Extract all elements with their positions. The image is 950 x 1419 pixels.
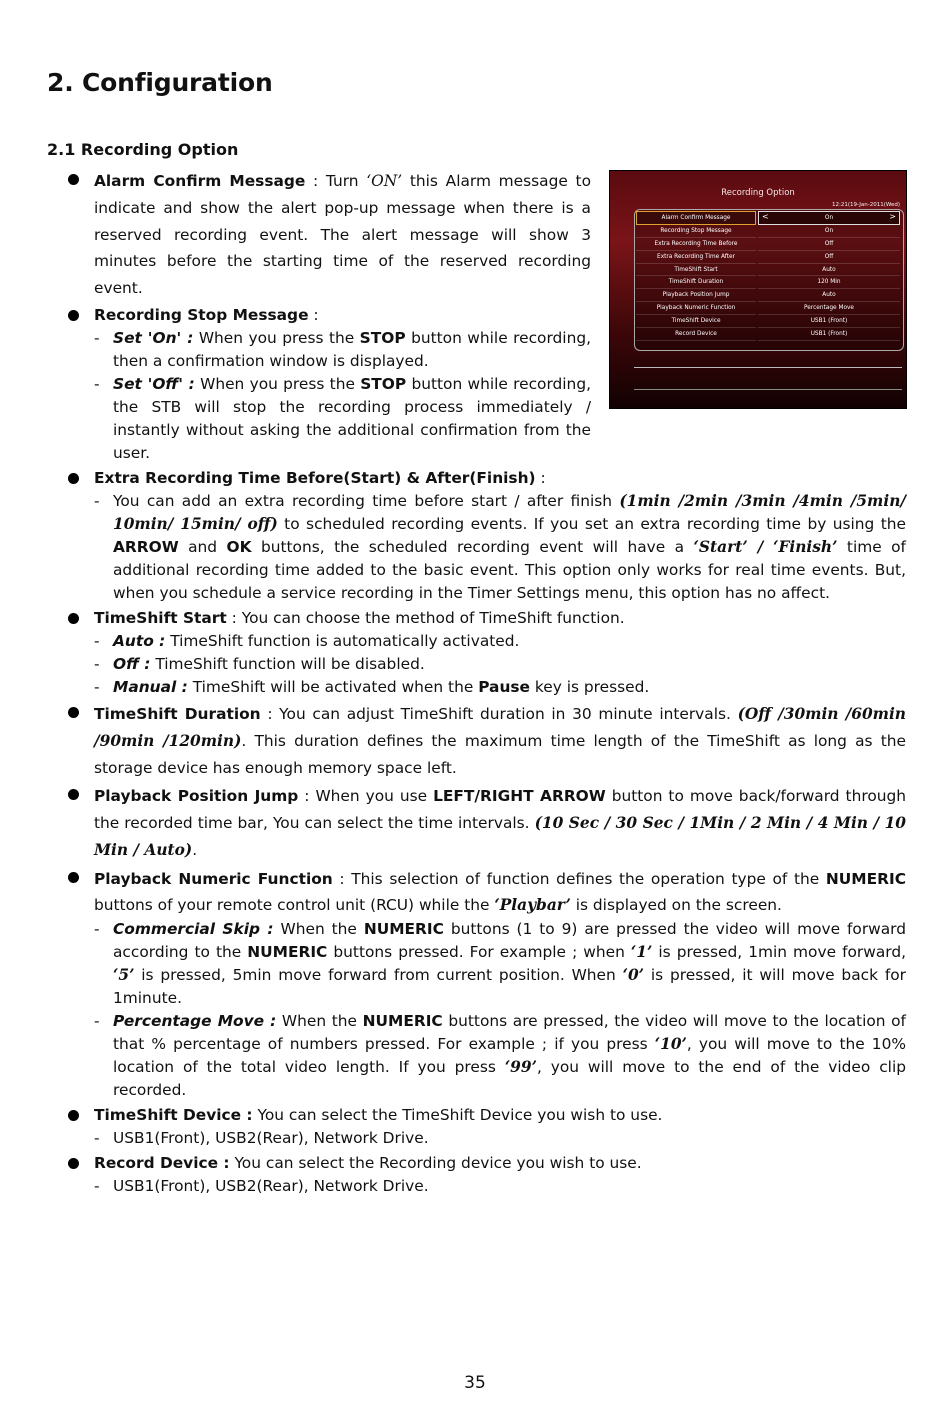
list-item-extra-recording	[66, 467, 906, 605]
bullet-icon	[68, 789, 79, 800]
sub-label: Set 'On' :	[113, 328, 194, 347]
chevron-right-icon: >	[889, 212, 896, 221]
screenshot-clock: 12:21(19-Jan-2011(Wed)	[831, 202, 900, 208]
list-item-playback-numeric	[66, 866, 906, 1102]
item-text	[94, 607, 906, 630]
page-title: 2. Configuration	[47, 68, 273, 97]
chevron-left-icon: <	[762, 212, 769, 221]
text-run: :	[308, 305, 319, 324]
dash-marker: -	[94, 1128, 100, 1147]
option-values: (Off /30min /60min /90min /120min)	[94, 704, 906, 750]
text-run: is displayed on the screen.	[570, 895, 782, 914]
menu-row-value: USB1 (Front)	[758, 315, 900, 328]
dash-marker: -	[94, 631, 100, 650]
option-values: (10 Sec / 30 Sec / 1Min / 2 Min / 4 Min / 10 Min / Auto)	[94, 814, 906, 859]
item-text	[94, 1104, 906, 1127]
menu-row-value: On	[758, 225, 900, 238]
bullet-icon	[68, 310, 79, 321]
item-title: Playback Numeric Function	[94, 869, 333, 888]
text-run: key is pressed.	[530, 677, 650, 696]
text-run: When the	[273, 919, 364, 938]
text-run: You can add an extra recording time before start / after finish	[113, 491, 620, 510]
sub-label: Percentage Move :	[113, 1011, 277, 1030]
list-item-recording-stop	[66, 304, 906, 465]
text-run: , you will move to the 10% location of the total video length. If you press	[113, 1034, 907, 1076]
screenshot-title: Recording Option	[721, 188, 795, 198]
text-run: buttons, the scheduled recording event will have a	[251, 537, 694, 556]
text-run: button while recording, the STB will stop the recording process immediately / instantly without asking the additional confirmation from the user.	[113, 374, 591, 462]
menu-row-value: Auto	[758, 289, 900, 302]
bullet-icon	[68, 174, 79, 185]
dash-marker: -	[94, 374, 100, 393]
key-name: LEFT/RIGHT ARROW	[433, 787, 606, 806]
menu-row-value: On	[824, 214, 834, 221]
text-run: When you press the	[193, 328, 360, 347]
key-name: Pause	[478, 677, 530, 696]
menu-row-label: Playback Numeric Function	[636, 302, 756, 315]
sub-label: Commercial Skip :	[113, 919, 274, 938]
sub-item-set-on	[94, 327, 591, 373]
list-item-playback-jump	[66, 783, 906, 863]
emphasis-text: ‘1’	[630, 942, 653, 961]
text-run: : This selection of function defines the operation type of the	[332, 869, 826, 888]
page-number: 35	[464, 1373, 486, 1393]
dash-marker: -	[94, 654, 100, 673]
sub-item-set-off	[94, 373, 906, 465]
text-run: buttons (1 to 9) are pressed the video will move forward according to the	[113, 919, 906, 961]
menu-row-label: TimeShift Start	[636, 264, 756, 277]
text-run: :	[535, 468, 546, 487]
text-run: : You can adjust TimeShift duration in 30 minute intervals.	[260, 704, 738, 723]
menu-row-label: TimeShift Device	[636, 315, 756, 328]
text-run: When you press the	[194, 374, 361, 393]
text-run: You can select the TimeShift Device you wish to use.	[252, 1105, 663, 1124]
item-title: TimeShift Device :	[94, 1105, 253, 1124]
item-title: Playback Position Jump	[94, 787, 299, 806]
text-run: TimeShift will be activated when the	[187, 677, 479, 696]
bullet-icon	[68, 1110, 79, 1121]
emphasis-text: ‘Start’ / ‘Finish’	[693, 537, 838, 556]
dash-marker: -	[94, 491, 100, 510]
menu-row-label: Playback Position Jump	[636, 289, 756, 302]
menu-row-value: USB1 (Front)	[758, 328, 900, 341]
sub-item-auto	[94, 630, 906, 653]
text-run: button while recording, then a confirmation window is displayed.	[113, 328, 591, 370]
menu-row-value: Percentage Move	[758, 302, 900, 315]
text-run: button to move back/forward through the recorded time bar, You can select the time intervals.	[94, 787, 907, 833]
option-values: (1min /2min /3min /4min /5min/ 10min/ 15min/ off)	[113, 491, 906, 533]
dash-marker: -	[94, 1011, 100, 1030]
key-name: ARROW	[113, 537, 179, 556]
list-item-alarm-confirm	[66, 168, 906, 302]
text-run: : You can choose the method of TimeShift function.	[226, 608, 625, 627]
dash-marker: -	[94, 919, 100, 938]
key-name: STOP	[360, 374, 407, 393]
text-run: buttons of your remote control unit (RCU) while the	[94, 895, 495, 914]
sub-item-extra-detail	[94, 490, 906, 605]
text-run: .	[192, 840, 198, 859]
emphasis-text: ‘10’	[654, 1034, 687, 1053]
text-run: to scheduled recording events. If you set an extra recording time by using the	[277, 514, 906, 533]
key-name: STOP	[359, 328, 406, 347]
item-text	[94, 1152, 906, 1175]
sub-label: Off :	[113, 654, 151, 673]
text-run: . This duration defines the maximum time length of the TimeShift as long as the storage device has enough memory space left.	[94, 731, 906, 777]
item-text	[94, 467, 906, 490]
option-list	[66, 168, 906, 1198]
sub-item-manual	[94, 676, 906, 699]
menu-row-value: Auto	[758, 264, 900, 277]
item-title: Recording Stop Message	[94, 305, 309, 324]
sub-item-percentage-move	[94, 1010, 906, 1102]
menu-row-value: Off	[758, 238, 900, 251]
item-text	[94, 304, 906, 327]
key-name: OK	[226, 537, 252, 556]
item-title: Alarm Confirm Message	[94, 172, 306, 190]
dash-marker: -	[94, 1176, 100, 1195]
sub-text	[113, 373, 591, 465]
bullet-icon	[68, 707, 79, 718]
menu-row-label: Record Device	[636, 328, 756, 341]
list-item-record-device	[66, 1152, 906, 1198]
key-name: NUMERIC	[362, 1011, 443, 1030]
dash-marker: -	[94, 328, 100, 347]
key-name: NUMERIC	[825, 869, 906, 888]
text-run: is pressed, 5min move forward from current position. When	[134, 965, 623, 984]
key-name: NUMERIC	[247, 942, 328, 961]
item-title: TimeShift Start	[94, 608, 227, 627]
bullet-icon	[68, 1158, 79, 1169]
emphasis-text: ‘ON’	[366, 172, 403, 190]
sub-label: Manual :	[113, 677, 188, 696]
text-run: USB1(Front), USB2(Rear), Network Drive.	[113, 1176, 429, 1195]
item-text	[94, 783, 906, 863]
emphasis-text: ‘5’	[113, 965, 135, 984]
text-run: time of additional recording time added to the basic event. This option only works for real time events. But, when you schedule a service recording in the Timer Settings menu, this option has no affect.	[113, 537, 906, 602]
menu-row-label: Extra Recording Time After	[636, 251, 756, 264]
bullet-icon	[68, 613, 79, 624]
text-run: When the	[276, 1011, 363, 1030]
list-item-timeshift-start	[66, 607, 906, 699]
list-item-timeshift-duration	[66, 701, 906, 781]
sub-item-off	[94, 653, 906, 676]
menu-row-label: Extra Recording Time Before	[636, 238, 756, 251]
bullet-icon	[68, 872, 79, 883]
emphasis-text: ‘99’	[504, 1057, 537, 1076]
text-run: TimeShift function will be disabled.	[150, 654, 425, 673]
text-run: USB1(Front), USB2(Rear), Network Drive.	[113, 1128, 429, 1147]
text-run: : When you use	[298, 787, 434, 806]
item-title: TimeShift Duration	[94, 704, 261, 723]
list-item-timeshift-device	[66, 1104, 906, 1150]
menu-row-value: 120 Min	[758, 276, 900, 289]
item-title: Extra Recording Time Before(Start) & After(Finish)	[94, 468, 536, 487]
text-run: TimeShift function is automatically activated.	[165, 631, 520, 650]
text-run: is pressed, 1min move forward,	[652, 942, 906, 961]
text-run: this Alarm message to indicate and show the alert pop-up message when there is a reserved recording event. The alert message will show 3 minutes before the starting time of the reserved recording event.	[94, 172, 591, 298]
emphasis-text: ‘0’	[622, 965, 645, 984]
item-text	[94, 168, 591, 302]
sub-item-device-options	[94, 1175, 906, 1198]
menu-row-label: TimeShift Duration	[636, 276, 756, 289]
menu-row-value: Off	[758, 251, 900, 264]
text-run: and	[178, 537, 227, 556]
sub-item-device-options	[94, 1127, 906, 1150]
sub-item-commercial-skip	[94, 918, 906, 1010]
sub-label: Auto :	[113, 631, 166, 650]
text-run: is pressed, it will move back for 1minute.	[113, 965, 906, 1007]
text-run: : Turn	[305, 172, 367, 190]
bullet-icon	[68, 473, 79, 484]
text-run: , you will move to the end of the video clip recorded.	[113, 1057, 906, 1099]
item-text	[94, 866, 906, 918]
item-title: Record Device :	[94, 1153, 230, 1172]
menu-row-label: Alarm Confirm Message	[636, 211, 756, 225]
emphasis-text: ‘Playbar’	[494, 895, 571, 914]
dash-marker: -	[94, 677, 100, 696]
key-name: NUMERIC	[363, 919, 444, 938]
menu-row-label: Recording Stop Message	[636, 225, 756, 238]
sub-label: Set 'Off' :	[113, 374, 195, 393]
text-run: buttons pressed. For example ; when	[327, 942, 631, 961]
text-run: buttons are pressed, the video will move to the location of that % percentage of numbers pressed. For example ; if you press	[113, 1011, 906, 1053]
text-run: You can select the Recording device you wish to use.	[229, 1153, 642, 1172]
item-text	[94, 701, 906, 781]
section-heading: 2.1 Recording Option	[47, 140, 239, 159]
